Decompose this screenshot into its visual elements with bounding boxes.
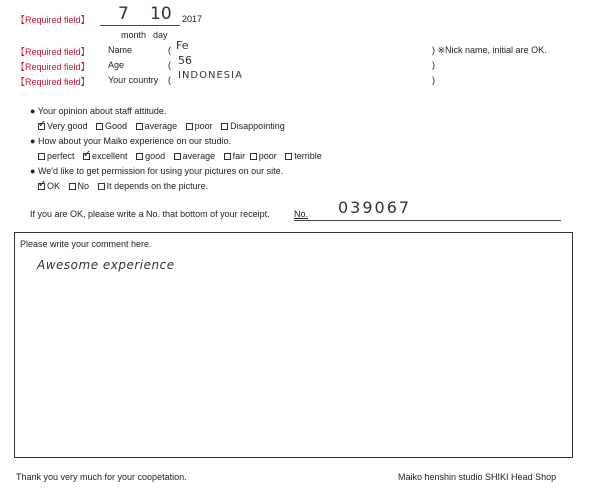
country-open-paren: ( bbox=[168, 75, 171, 85]
name-value[interactable]: Fe bbox=[176, 39, 189, 52]
age-required-label: 【Required field】 bbox=[16, 62, 90, 72]
option-disappointing[interactable]: Disappointing bbox=[221, 121, 285, 131]
options-staff-attitude bbox=[38, 121, 291, 131]
country-required-label: 【Required field】 bbox=[16, 77, 90, 87]
option-good[interactable]: good bbox=[136, 151, 165, 161]
comment-box[interactable] bbox=[14, 232, 573, 458]
option-perfect[interactable]: perfect bbox=[38, 151, 75, 161]
bullet-icon: ● bbox=[30, 106, 36, 116]
name-note: ) ※Nick name, initial are OK. bbox=[432, 45, 547, 55]
option-terrible[interactable]: terrible bbox=[285, 151, 322, 161]
option-depends[interactable]: It depends on the picture. bbox=[98, 181, 209, 191]
country-close-paren: ) bbox=[432, 75, 435, 85]
checkbox-icon[interactable] bbox=[186, 123, 193, 130]
month-label: month bbox=[121, 30, 147, 40]
receipt-no-label: No. bbox=[294, 209, 309, 219]
checkbox-checked-icon[interactable] bbox=[83, 153, 90, 160]
day-value[interactable]: 10 bbox=[150, 4, 172, 24]
checkbox-icon[interactable] bbox=[224, 153, 231, 160]
day-label: day bbox=[153, 30, 168, 40]
checkbox-icon[interactable] bbox=[98, 183, 105, 190]
option-average[interactable]: average bbox=[136, 121, 178, 131]
name-open-paren: ( bbox=[168, 45, 171, 55]
country-value[interactable]: INDONESIA bbox=[178, 70, 243, 81]
checkbox-icon[interactable] bbox=[250, 153, 257, 160]
receipt-underline bbox=[294, 220, 561, 221]
options-picture-permission bbox=[38, 181, 214, 191]
option-very-good[interactable]: ✓Very good bbox=[38, 121, 88, 131]
country-label: Your country bbox=[108, 75, 159, 85]
footer-shop: Maiko henshin studio SHIKI Head Shop bbox=[398, 472, 557, 482]
option-fair[interactable]: fair bbox=[224, 151, 246, 161]
date-required-label: 【Required field】 bbox=[16, 15, 90, 25]
checkbox-checked-icon[interactable] bbox=[38, 123, 45, 130]
question-picture-permission: ● We'd like to get permission for using your pictures on our site. bbox=[30, 166, 284, 176]
checkbox-icon[interactable] bbox=[136, 123, 143, 130]
comment-text[interactable]: Awesome experience bbox=[37, 258, 175, 272]
option-excellent[interactable]: ✓ excellent bbox=[83, 151, 128, 161]
question-maiko-experience: ● How about your Maiko experience on our studio. bbox=[30, 136, 232, 146]
option-poor[interactable]: poor bbox=[186, 121, 213, 131]
age-open-paren: ( bbox=[168, 60, 171, 70]
date-underline bbox=[100, 25, 180, 26]
question-staff-attitude: ● Your opinion about staff attitude. bbox=[30, 106, 167, 116]
option-good[interactable]: Good bbox=[96, 121, 127, 131]
checkbox-icon[interactable] bbox=[174, 153, 181, 160]
year-value[interactable]: 2017 bbox=[182, 14, 203, 24]
footer-thanks: Thank you very much for your coopetation. bbox=[16, 472, 187, 482]
bullet-icon: ● bbox=[30, 166, 36, 176]
month-value[interactable]: 7 bbox=[118, 4, 129, 24]
age-value[interactable]: 56 bbox=[178, 54, 192, 67]
checkbox-checked-icon[interactable] bbox=[38, 183, 45, 190]
options-maiko-experience bbox=[38, 151, 328, 161]
checkbox-icon[interactable] bbox=[96, 123, 103, 130]
option-ok[interactable]: ✓OK bbox=[38, 181, 60, 191]
age-close-paren: ) bbox=[432, 60, 435, 70]
receipt-no-value[interactable]: 039067 bbox=[338, 198, 412, 217]
checkbox-icon[interactable] bbox=[38, 153, 45, 160]
comment-prompt: Please write your comment here. bbox=[20, 239, 152, 249]
name-label: Name bbox=[108, 45, 133, 55]
checkbox-icon[interactable] bbox=[69, 183, 76, 190]
name-required-label: 【Required field】 bbox=[16, 47, 90, 57]
checkbox-icon[interactable] bbox=[136, 153, 143, 160]
option-no[interactable]: No bbox=[69, 181, 90, 191]
option-poor[interactable]: poor bbox=[250, 151, 277, 161]
option-average[interactable]: average bbox=[174, 151, 216, 161]
checkbox-icon[interactable] bbox=[285, 153, 292, 160]
age-label: Age bbox=[108, 60, 125, 70]
checkbox-icon[interactable] bbox=[221, 123, 228, 130]
bullet-icon: ● bbox=[30, 136, 36, 146]
receipt-prompt: If you are OK, please write a No. that bottom of your receipt. bbox=[30, 209, 270, 219]
